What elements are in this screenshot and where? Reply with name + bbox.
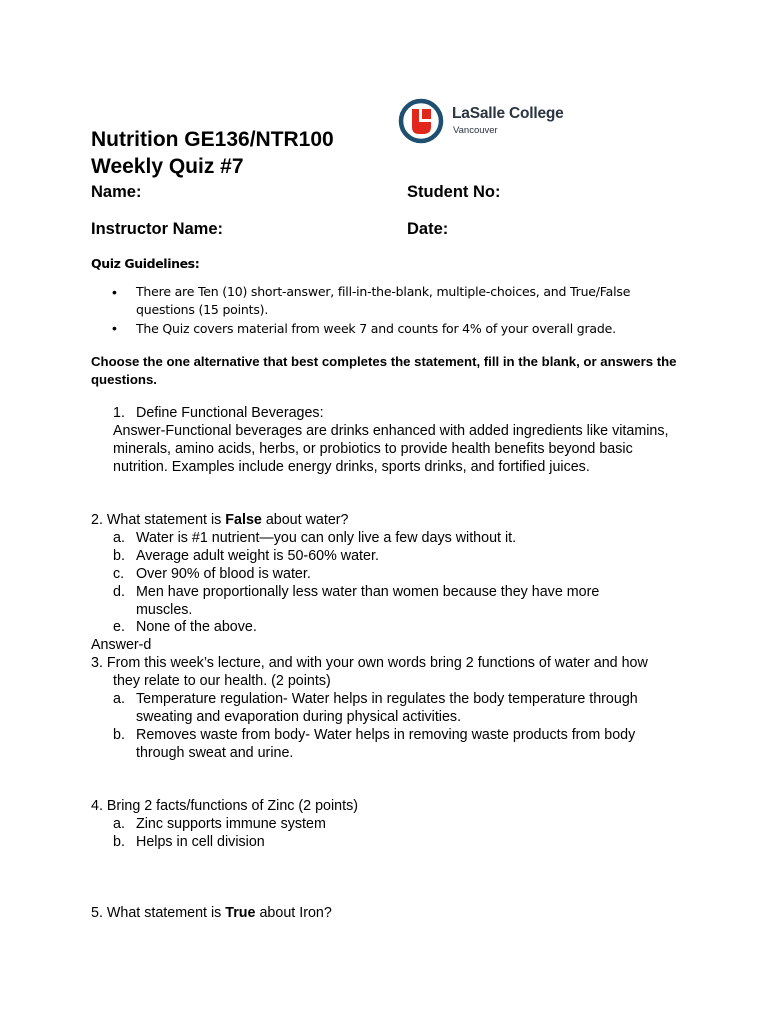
option-letter: b. <box>113 834 125 850</box>
instructor-name-label: Instructor Name: <box>91 220 224 238</box>
page-subtitle: Weekly Quiz #7 <box>91 155 244 178</box>
question-text: 2. What statement is False about water? <box>91 512 349 528</box>
option-text: Men have proportionally less water than women because they have more muscles. <box>136 584 600 618</box>
name-label: Name: <box>91 183 142 201</box>
guidelines-title: Quiz Guidelines: <box>91 256 200 271</box>
answer-text: Answer-Functional beverages are drinks enhanced with added ingredients like vitamins, minerals, amino acids, herbs, or probiotics to provide health benefits beyond basic nutrition. Examples include energy drinks, sports drinks, and fortified juices. <box>113 423 669 475</box>
question-number: 1. <box>113 405 125 421</box>
question-text-cont: they relate to our health. (2 points) <box>113 673 331 689</box>
question-text: Define Functional Beverages: <box>136 405 324 421</box>
option-letter: d. <box>113 584 125 600</box>
bullet-icon: • <box>112 320 117 336</box>
answer-item: Temperature regulation- Water helps in regulates the body temperature through sweating and evaporation during physical activities. <box>136 691 638 725</box>
answer-item: Zinc supports immune system <box>136 816 326 832</box>
guideline-item: There are Ten (10) short-answer, fill-in-the-blank, multiple-choices, and True/False questions (15 points). <box>136 284 631 317</box>
option-text: None of the above. <box>136 619 257 635</box>
answer-item: Removes waste from body- Water helps in removing waste products from body through sweat and urine. <box>136 727 636 761</box>
option-letter: a. <box>113 691 125 707</box>
instructions: Choose the one alternative that best completes the statement, fill in the blank, or answers the questions. <box>91 354 677 387</box>
answer-text: Answer-d <box>91 637 152 653</box>
option-letter: b. <box>113 727 125 743</box>
option-text: Average adult weight is 50-60% water. <box>136 548 379 564</box>
logo-name: LaSalle College <box>452 105 564 122</box>
question-text: 4. Bring 2 facts/functions of Zinc (2 points) <box>91 798 358 814</box>
logo-subtitle: Vancouver <box>453 125 498 136</box>
option-letter: a. <box>113 530 125 546</box>
guideline-item: The Quiz covers material from week 7 and counts for 4% of your overall grade. <box>136 321 616 336</box>
answer-item: Helps in cell division <box>136 834 265 850</box>
option-letter: e. <box>113 619 125 635</box>
student-no-label: Student No: <box>407 183 501 201</box>
bullet-icon: • <box>112 284 117 300</box>
question-text: 5. What statement is True about Iron? <box>91 905 332 921</box>
option-letter: b. <box>113 548 125 564</box>
option-text: Over 90% of blood is water. <box>136 566 311 582</box>
college-logo <box>398 96 563 150</box>
question-text: 3. From this week’s lecture, and with your own words bring 2 functions of water and how <box>91 655 648 671</box>
option-letter: c. <box>113 566 125 582</box>
college-logo-icon <box>398 96 446 146</box>
option-text: Water is #1 nutrient—you can only live a few days without it. <box>136 530 517 546</box>
date-label: Date: <box>407 220 449 238</box>
option-letter: a. <box>113 816 125 832</box>
page-title: Nutrition GE136/NTR100 <box>91 128 334 151</box>
